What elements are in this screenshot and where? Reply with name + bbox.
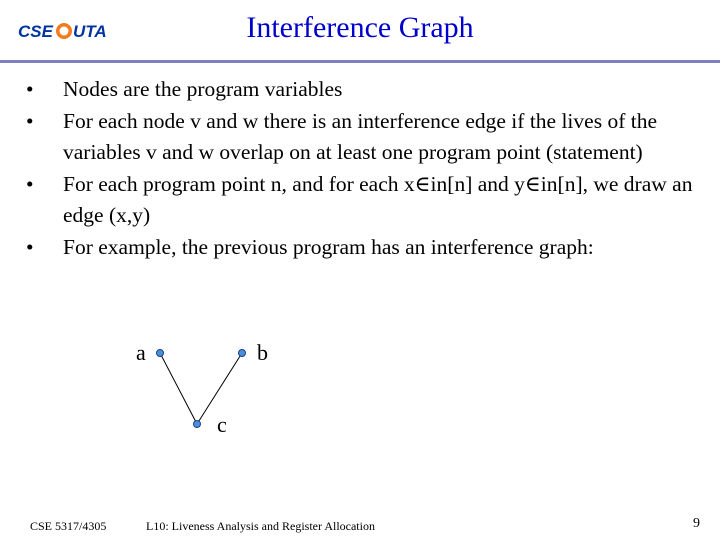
graph-edge-a-c — [160, 353, 197, 424]
bullet-marker: • — [26, 171, 34, 196]
graph-node-b — [239, 350, 246, 357]
bullet-text: For each node v and w there is an interference edge if the lives of the variables v and w overlap on at least one program point (statement) — [63, 108, 657, 164]
bullet-marker: • — [26, 77, 34, 101]
graph-node-a — [157, 350, 164, 357]
bullet-text: For example, the previous program has an interference graph: — [63, 234, 594, 259]
graph-node-label-c: c — [217, 412, 227, 437]
footer-course: CSE 5317/4305 — [30, 519, 107, 533]
graph-node-c — [194, 421, 201, 428]
footer-page-number: 9 — [693, 516, 700, 531]
bullet-text: Nodes are the program variables — [63, 77, 343, 101]
graph-node-label-a: a — [136, 340, 146, 365]
logo-text-left: CSE — [18, 22, 53, 41]
bullet-marker: • — [26, 234, 34, 259]
logo-text-right: UTA — [73, 22, 107, 41]
footer-lecture: L10: Liveness Analysis and Register Allocation — [146, 519, 375, 533]
bullet-text: For each program point n, and for each x∈in[n] and y∈in[n], we draw an edge (x,y) — [63, 171, 693, 227]
slide-title: Interference Graph — [246, 11, 474, 44]
bullet-marker: • — [26, 108, 34, 133]
graph-node-label-b: b — [257, 340, 268, 365]
